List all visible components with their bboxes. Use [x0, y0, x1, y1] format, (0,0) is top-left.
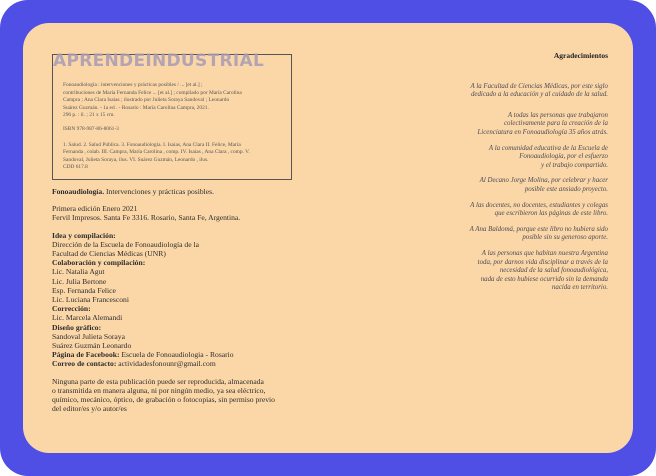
correction-label: [52, 304, 322, 313]
catalog-line: Fernanda , colab. III. Campra, María Carolina , comp. IV. Isaias , Ana Clara , comp. V.: [63, 149, 250, 156]
design-label: [52, 323, 322, 332]
rights-line: químico, mecánico, óptico, de grabación o fotocopias, sin permiso previo: [52, 395, 275, 405]
facebook-label: Página de Facebook:: [52, 350, 120, 360]
ack-line: nacida en territorio.: [551, 284, 608, 292]
edition-line: Primera edición Enero 2021: [52, 204, 138, 214]
acknowledgements-heading: Agradecimientos: [553, 51, 608, 60]
idea-line: Facultad de Ciencias Médicas (UNR): [52, 249, 166, 259]
catalog-line: Sandoval, Julieta Soraya, ilus. VI. Suárez Guzmán, Leonardo , ilus.: [63, 156, 209, 163]
catalog-record-box: [52, 54, 292, 180]
ack-paragraph: [403, 112, 608, 138]
ack-line: A Ana Baldomá, porque este libro no hubiera sido: [469, 225, 608, 233]
watermark-logo: APRENDEINDUSTRIAL: [53, 51, 265, 71]
book-title-bold: Fonoaudiología.: [52, 187, 105, 196]
ack-paragraph: [403, 250, 608, 293]
catalog-cdd: CDD 617.8: [63, 164, 88, 171]
correction-label-text: Corrección:: [52, 304, 91, 314]
printer-line: Fervil Impresos. Santa Fe 3316. Rosario, Santa Fe, Argentina.: [52, 213, 241, 223]
ack-line: Licenciatura en Fonoaudiología 35 años atrás.: [477, 128, 608, 136]
collab-line: Lic. Julia Bertone: [52, 276, 107, 286]
design-line: Sandoval Julieta Soraya: [52, 331, 125, 341]
catalog-subjects: [63, 142, 285, 172]
ack-line: A todas las personas que trabajaron: [507, 111, 608, 119]
rights-line: del editor/es y/o autor/es: [52, 404, 127, 414]
ack-line: nada de esto hubiese ocurrido sin la demanda: [480, 275, 608, 283]
ack-line: dedicado a la educación y al cuidado de la salud.: [470, 91, 608, 99]
facebook-line: [52, 350, 322, 359]
design-label-text: Diseño gráfico:: [52, 322, 102, 332]
catalog-line: 296 p. : il. ; 21 x 15 cm.: [63, 112, 115, 119]
document-page: [23, 23, 633, 453]
ack-line: toda, por darnos vida disciplinar a través de la: [477, 258, 608, 266]
ack-line: y el trabajo compartido.: [541, 161, 608, 169]
catalog-line: Suárez Guzmán. - 1a ed . - Rosario : María Carolina Campra, 2021.: [63, 104, 209, 111]
catalog-line: Fonoaudiología : intervenciones y prácticas posibles / ... [et al.] ;: [63, 82, 203, 88]
collab-line: Lic. Natalia Agut: [52, 267, 105, 277]
ack-paragraph: [403, 226, 608, 243]
ack-line: A la Facultad de Ciencias Médicas, por este siglo: [470, 82, 608, 90]
ack-line: A las personas que habitan nuestra Argentina: [481, 249, 608, 257]
facebook-value: Escuela de Fonoaudiologia - Rosario: [119, 350, 234, 360]
ack-line: posible este ansiado proyecto.: [524, 185, 608, 193]
email-label: Correo de contacto:: [52, 359, 117, 369]
ack-paragraph: [403, 145, 608, 171]
rights-line: o transmitida en manera alguna, ni por ningún medio, ya sea eléctrico,: [52, 385, 266, 395]
collab-label: [52, 258, 322, 267]
acknowledgements-section: [403, 52, 608, 300]
catalog-description: [63, 82, 285, 120]
correction-line: Lic. Marcela Alemandi: [52, 313, 123, 323]
ack-line: necesidad de la salud fonoaudiológica,: [499, 267, 608, 275]
idea-line: Dirección de la Escuela de Fonoaudiología de la: [52, 239, 199, 249]
ack-line: posible sin su generoso aporte.: [522, 234, 608, 242]
book-title-rest: Intervenciones y prácticas posibles.: [104, 187, 214, 196]
ack-line: A las docentes, no docentes, estudiantes y colegas: [470, 201, 608, 209]
ack-line: Al Decano Jorge Molina, por celebrar y hacer: [479, 177, 608, 185]
design-line: Suárez Guzmán Leonardo: [52, 341, 132, 351]
ack-line: Fonoaudiología, por el esfuerzo: [519, 153, 608, 161]
collab-label-text: Colaboración y compilación:: [52, 258, 146, 268]
catalog-isbn: ISBN 978-987-86-8061-3: [63, 125, 119, 132]
collab-line: Esp. Fernanda Felice: [52, 285, 116, 295]
ack-line: colectivamente para la creación de la: [503, 120, 608, 128]
email-line: [52, 359, 322, 368]
ack-paragraph: [403, 177, 608, 194]
catalog-line: Campra ; Ana Clara Isaias ; ilustrado por Julieta Soraya Sandoval ; Leonardo: [63, 97, 230, 104]
credits-section: [52, 187, 322, 413]
catalog-line: contribuciones de María Fernanda Felice ... [et al.] ; compilado por María Carolina: [63, 89, 242, 96]
catalog-line: 1. Salud. 2. Salud Pública. 3. Fonoaudiología. I. Isaias, Ana Clara II. Felice, María: [63, 141, 241, 148]
book-title: [52, 187, 322, 196]
collab-line: Lic. Luciana Francesconi: [52, 295, 129, 305]
ack-line: que escribieron las páginas de este libro.: [494, 210, 608, 218]
ack-paragraph: [403, 202, 608, 219]
ack-line: A la comunidad educativa de la Escuela de: [488, 144, 608, 152]
idea-label: [52, 231, 322, 240]
email-value: actividadesfonounr@gmail.com: [116, 359, 216, 369]
rights-line: Ninguna parte de esta publicación puede ser reproducida, almacenada: [52, 376, 264, 386]
idea-label-text: Idea y compilación:: [52, 230, 116, 240]
ack-paragraph: [403, 83, 608, 100]
